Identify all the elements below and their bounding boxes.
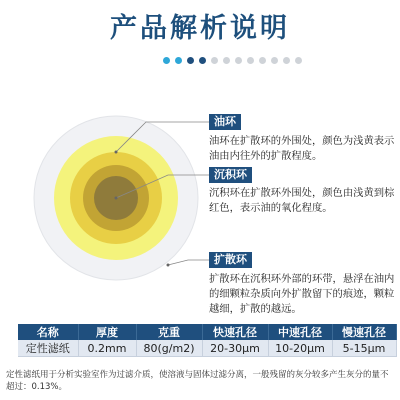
divider-dot xyxy=(175,57,182,64)
footnote: 定性滤纸用于分析实验室作为过滤介质，使溶液与固体过滤分离，一般残留的灰分较多产生灰分的量不超过：0.13%。 xyxy=(6,370,389,392)
diffusion-ring-connector xyxy=(168,260,209,265)
divider-dot xyxy=(211,57,218,64)
divider-dot xyxy=(247,57,254,64)
divider-dot xyxy=(163,57,170,64)
diffusion-ring-description: 扩散环在沉积环外部的环带，悬浮在油内的细颗粒杂质向外扩散留下的痕迹，颗粒越细，扩散的越远。 xyxy=(209,273,395,315)
header-cell: 克重 xyxy=(136,324,202,340)
header-cell: 快速孔径 xyxy=(202,324,268,340)
table-cell: 10-20μm xyxy=(268,340,332,357)
oil-ring-description: 油环在扩散环的外围处，颜色为浅黄表示油由内往外的扩散程度。 xyxy=(209,135,395,162)
sediment-ring-description: 沉积环在扩散环外围处，颜色由浅黄到棕红色，表示油的氧化程度。 xyxy=(209,187,395,214)
oil-spot-diagram xyxy=(18,100,218,310)
divider-dot xyxy=(295,57,302,64)
diffusion-ring-label: 扩散环 xyxy=(209,252,252,268)
oil-ring-label: 油环 xyxy=(209,114,241,130)
divider-dot xyxy=(259,57,266,64)
divider-dot xyxy=(187,57,194,64)
table-row xyxy=(18,340,396,357)
title-divider-dots xyxy=(163,57,302,64)
spec-table xyxy=(18,324,397,357)
divider-dot xyxy=(235,57,242,64)
header-cell: 名称 xyxy=(18,324,78,340)
table-cell: 80(g/m2) xyxy=(136,340,202,357)
header-cell: 厚度 xyxy=(78,324,136,340)
table-cell: 定性滤纸 xyxy=(18,340,78,357)
header-cell: 慢速孔径 xyxy=(332,324,396,340)
divider-dot xyxy=(283,57,290,64)
divider-dot xyxy=(223,57,230,64)
sediment-ring-label: 沉积环 xyxy=(209,167,252,183)
divider-dot xyxy=(271,57,278,64)
table-cell: 5-15μm xyxy=(332,340,396,357)
table-cell: 0.2mm xyxy=(78,340,136,357)
table-cell: 20-30μm xyxy=(202,340,268,357)
spec-table-header xyxy=(18,324,396,340)
header-cell: 中速孔径 xyxy=(268,324,332,340)
page-title: 产品解析说明 xyxy=(110,13,290,44)
divider-dot xyxy=(199,57,206,64)
